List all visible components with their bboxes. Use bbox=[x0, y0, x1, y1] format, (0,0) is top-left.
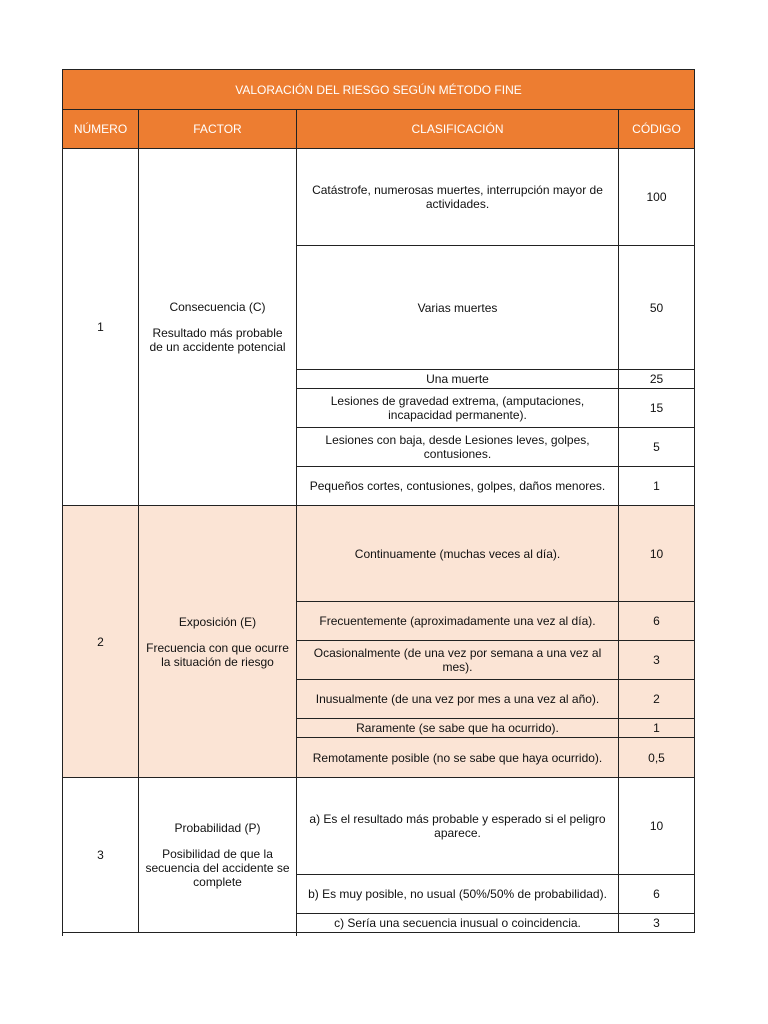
factor-name: Probabilidad (P) bbox=[174, 821, 261, 835]
code-cell: 10 bbox=[619, 506, 695, 602]
group-number-3: 3 bbox=[63, 778, 139, 933]
classification-cell: Remotamente posible (no se sabe que haya ocurrido). bbox=[297, 738, 619, 778]
code-cell: 15 bbox=[619, 389, 695, 428]
factor-description: Posibilidad de que la secuencia del accidente se complete bbox=[145, 847, 290, 889]
classification-cell: a) Es el resultado más probable y esperado si el peligro aparece. bbox=[297, 778, 619, 875]
table-title-row bbox=[63, 70, 695, 110]
classification-cell: Continuamente (muchas veces al día). bbox=[297, 506, 619, 602]
column-header-row bbox=[63, 110, 695, 149]
code-cell: 100 bbox=[619, 149, 695, 246]
classification-cell: Una muerte bbox=[297, 370, 619, 389]
factor-description: Frecuencia con que ocurre la situación de riesgo bbox=[146, 640, 289, 669]
table-row bbox=[63, 506, 695, 602]
table-row bbox=[63, 149, 695, 246]
classification-cell: Lesiones con baja, desde Lesiones leves, golpes, contusiones. bbox=[297, 428, 619, 467]
classification-cell: Pequeños cortes, contusiones, golpes, daños menores. bbox=[297, 467, 619, 506]
page-cutoff-mask bbox=[0, 936, 768, 1024]
classification-cell: Catástrofe, numerosas muertes, interrupción mayor de actividades. bbox=[297, 149, 619, 246]
factor-cell-consequence bbox=[139, 149, 297, 506]
factor-description: Resultado más probable de un accidente potencial bbox=[149, 326, 286, 354]
code-cell: 50 bbox=[619, 246, 695, 370]
factor-cell-probability bbox=[139, 778, 297, 933]
code-cell: 6 bbox=[619, 602, 695, 641]
code-cell: 3 bbox=[619, 914, 695, 933]
classification-cell: Varias muertes bbox=[297, 246, 619, 370]
classification-cell: c) Sería una secuencia inusual o coincidencia. bbox=[297, 914, 619, 933]
code-cell: 1 bbox=[619, 467, 695, 506]
code-cell: 0,5 bbox=[619, 738, 695, 778]
code-cell: 25 bbox=[619, 370, 695, 389]
code-cell: 10 bbox=[619, 778, 695, 875]
group-number-2: 2 bbox=[63, 506, 139, 778]
factor-name: Exposición (E) bbox=[178, 614, 257, 629]
column-header-code: CÓDIGO bbox=[619, 110, 695, 149]
classification-cell: b) Es muy posible, no usual (50%/50% de probabilidad). bbox=[297, 875, 619, 914]
classification-cell: Ocasionalmente (de una vez por semana a una vez al mes). bbox=[297, 641, 619, 680]
code-cell: 3 bbox=[619, 641, 695, 680]
column-header-number: NÚMERO bbox=[63, 110, 139, 149]
column-header-factor: FACTOR bbox=[139, 110, 297, 149]
code-cell: 5 bbox=[619, 428, 695, 467]
group-number-1: 1 bbox=[63, 149, 139, 506]
code-cell: 6 bbox=[619, 875, 695, 914]
column-header-classification: CLASIFICACIÓN bbox=[297, 110, 619, 149]
classification-cell: Frecuentemente (aproximadamente una vez al día). bbox=[297, 602, 619, 641]
classification-cell: Inusualmente (de una vez por mes a una vez al año). bbox=[297, 680, 619, 719]
classification-cell: Raramente (se sabe que ha ocurrido). bbox=[297, 719, 619, 738]
table-title: VALORACIÓN DEL RIESGO SEGÚN MÉTODO FINE bbox=[63, 70, 695, 110]
classification-cell: Lesiones de gravedad extrema, (amputaciones, incapacidad permanente). bbox=[297, 389, 619, 428]
code-cell: 1 bbox=[619, 719, 695, 738]
code-cell: 2 bbox=[619, 680, 695, 719]
table-row bbox=[63, 778, 695, 875]
factor-name: Consecuencia (C) bbox=[169, 300, 266, 314]
factor-cell-exposure bbox=[139, 506, 297, 778]
fine-risk-table bbox=[62, 69, 695, 973]
